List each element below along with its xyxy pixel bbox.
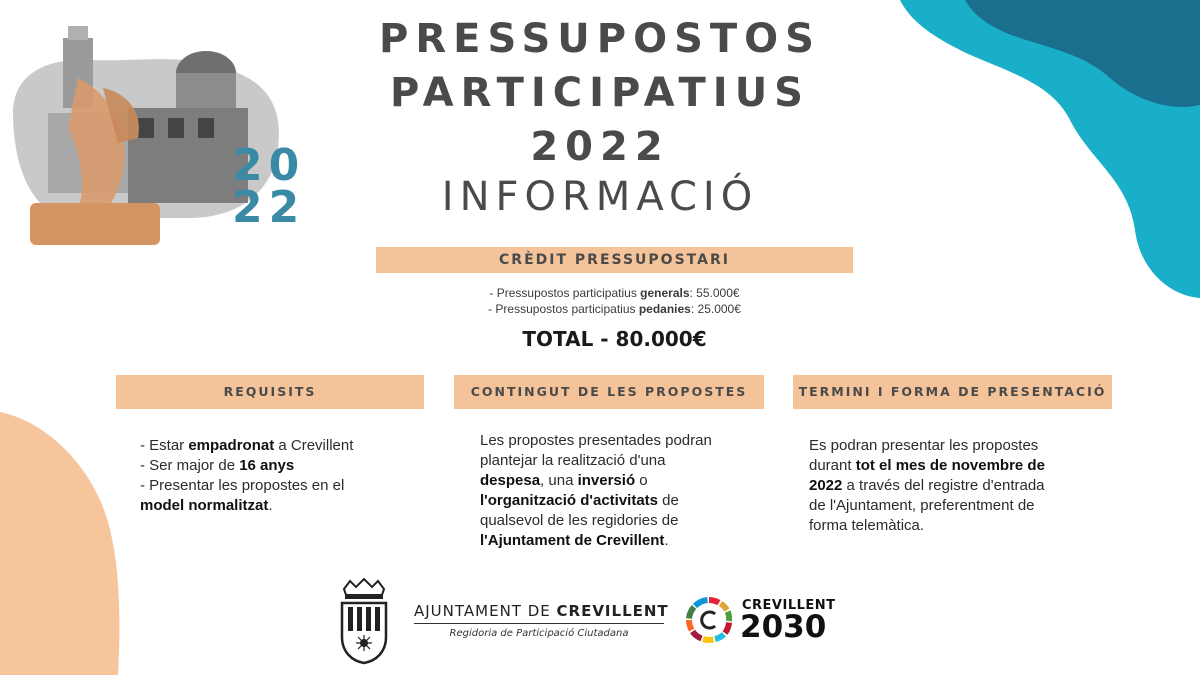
req-l1-post: a Crevillent [274, 437, 354, 454]
credit-line2-suffix: : 25.000€ [690, 302, 741, 316]
termini-line1: Es podran presentar les propostes [809, 437, 1039, 454]
credit-line1-bold: generals [640, 286, 690, 300]
hero-year-bottom: 22 [232, 182, 306, 233]
cont-l4-bold: l'organització d'activitats [480, 492, 659, 509]
requisits-heading: REQUISITS [116, 375, 424, 409]
req-l1-bold: empadronat [188, 437, 275, 454]
term-l3-bold: 2022 [809, 477, 843, 494]
termini-line2 [809, 456, 1097, 476]
termini-heading: TERMINI I FORMA DE PRESENTACIÓ [793, 375, 1112, 409]
term-l2-pre: durant [809, 457, 856, 474]
contingut-line3 [480, 471, 742, 491]
regidoria-text: Regidoria de Participació Ciutadana [449, 628, 629, 639]
requisits-line2 [140, 456, 410, 476]
page-title-line2: PARTICIPATIUS [390, 70, 810, 116]
ajuntament-bold: CREVILLENT [556, 602, 669, 620]
crevillent-coat-of-arms-icon [336, 577, 392, 665]
termini-line5: forma telemàtica. [809, 517, 925, 534]
req-l4-post: . [268, 497, 273, 514]
termini-line3 [809, 476, 1097, 496]
req-l2-bold: 16 anys [239, 457, 295, 474]
term-l2-bold: tot el mes de novembre de [855, 457, 1045, 474]
crevillent-2030-top: CREVILLENT [742, 598, 836, 613]
termini-line4: de l'Ajuntament, preferentment de [809, 497, 1035, 514]
contingut-line2: plantejar la realització d'una [480, 452, 666, 469]
peach-blob [0, 412, 119, 675]
teal-dark-blob [965, 0, 1200, 107]
hero-year-top: 20 [232, 140, 306, 191]
req-l2-pre: - Ser major de [140, 457, 240, 474]
page-subtitle: INFORMACIÓ [441, 174, 759, 220]
requisits-line3: - Presentar les propostes en el [140, 477, 345, 494]
credit-heading: CRÈDIT PRESSUPOSTARI [376, 247, 853, 273]
cont-l3-bold1: despesa [480, 472, 541, 489]
term-l3-post: a través del registre d'entrada [842, 477, 1045, 494]
contingut-line1: Les propostes presentades podran [480, 432, 712, 449]
credit-total: TOTAL - 80.000€ [522, 327, 707, 351]
cont-l6-bold: l'Ajuntament de Crevillent [480, 532, 665, 549]
teal-light-blob [900, 0, 1200, 298]
contingut-line4 [480, 491, 742, 511]
req-l1-pre: - Estar [140, 437, 189, 454]
cont-l6-post: . [664, 532, 669, 549]
requisits-line1 [140, 436, 410, 456]
page-title-line1: PRESSUPOSTOS [379, 16, 821, 62]
credit-line2-bold: pedanies [638, 302, 691, 316]
ajuntament-pre: AJUNTAMENT DE [414, 602, 557, 620]
credit-line1-prefix: - Pressupostos participatius [489, 286, 641, 300]
contingut-text [480, 431, 742, 551]
termini-text [809, 436, 1097, 536]
credit-line2-prefix: - Pressupostos participatius [488, 302, 639, 316]
credit-lines [376, 285, 853, 317]
cont-l3-mid: , una [540, 472, 578, 489]
contingut-line6 [480, 531, 742, 551]
credit-line-generals [376, 285, 853, 301]
page-title-year: 2022 [530, 124, 670, 170]
req-l4-bold: model normalitzat [140, 497, 269, 514]
requisits-line4 [140, 496, 410, 516]
requisits-text [140, 436, 410, 516]
cont-l3-bold2: inversió [577, 472, 636, 489]
cont-l3-post: o [635, 472, 648, 489]
crevillent-2030-ring-icon [686, 597, 732, 643]
credit-line-pedanies [376, 301, 853, 317]
ajuntament-logo-text [414, 602, 669, 624]
cont-l4-post: de [658, 492, 679, 509]
hero-year [232, 140, 306, 233]
crevillent-2030-bottom: 2030 [740, 609, 827, 645]
contingut-line5: qualsevol de les regidories de [480, 512, 679, 529]
credit-line1-suffix: : 55.000€ [689, 286, 740, 300]
contingut-heading: CONTINGUT DE LES PROPOSTES [454, 375, 764, 409]
